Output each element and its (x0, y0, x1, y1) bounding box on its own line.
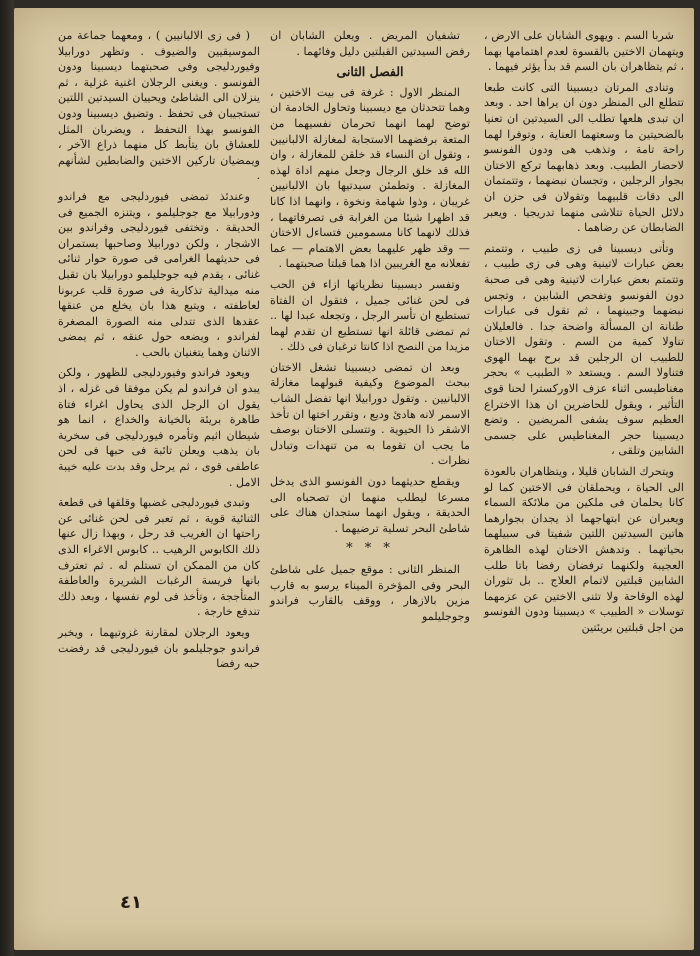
paragraph: ويعود فراندو وفيوردليجى للظهور ، ولكن يبدو ان فراندو لم يكن موفقا فى غزله ، اذ يقول ان الرجل الذى يحاول اغراء فتاة طاهرة بريئة بالخيانة والخداع ، انما هو شيطان اثيم وتأمره فيوردليجى فى سخرية بان يذهب ويعلن تائبة فى حبها فى لحن عاطفى قوى ، ثم يرحل وقد بدت عليه خيبة الامل . (58, 366, 260, 489)
paragraph: وتفسر ديسبينا نظرياتها ازاء فن الحب فى لحن غنائى جميل ، فتقول ان الفتاة تستطيع ان تأسر الرجل ، وتجعله عبدا لها .. ثم تمضى قائلة انها تستطيع ان تقدم لهما مزيدا من النصح اذا كانتا ترغبان فى ذلك . (270, 277, 470, 354)
paragraph: المنظر الثانى : موقع جميل على شاطئ البحر وفى المؤخرة الميناء يرسو به قارب مزين بالازهار ، ووقف بالقارب فراندو وجوجليلمو (270, 563, 470, 623)
paragraph: وتنادى المرتان ديسبينا التى كانت طبعا تتطلع الى المنظر دون ان يراها احد . وبعد ان تبدى هلعها تطلب الى السيدتين ان تعنيا بالضحيتين ما وسعتهما العناية ، وتوفرا لهما راحة تامة ، وتذهب هى ودون الفونسو لاحضار الطبيب. وبعد ذهابهما تركع الاختان بجوار الرجلين ، وتجسان نبضهما ، وتتمتمان الى دقات قلبيهما وتقولان فى حزن ان دلائل الحياة تتلاشى منهما تدريجيا . ويعبر الضابطان عن رضاهما . (484, 80, 684, 235)
paragraph: ويعود الرجلان لمقارنة غزوتيهما ، ويخبر فراندو جوجليلمو بان فيوردليجى قد رفضت حبه رفضا (58, 625, 260, 671)
binder-edge (0, 0, 14, 956)
paragraph: ويتحرك الشابان قليلا ، ويتظاهران بالعودة الى الحياة ، ويحملقان فى الاختين كما لو كانا يحلمان فى ملكين من ملائكة السماء ويعبران عن ابتهاجهما اذ يجدان بجوارهما هاتين السيدتين اللتين شفيتا فى سبيلهما بحياتهما . وتدهش الاختان لهذه الظاهرة العجيبة ولكنهما ترفضان رفضا باتا طلب الشابين قبلتين لاتمام العلاج .. بل تثوران لهذه الوقاحة ولا تثنى الاختين عن عزمهما توسلات « الطبيب » ديسبينا ودون الفونسو من اجل قبلتين بريئتين (484, 465, 684, 634)
right-column (484, 28, 684, 641)
paragraph: ويقطع حديثهما دون الفونسو الذى يدخل مسرعا ليطلب منهما ان تصحباه الى الحديقة ، ويقول انهما ستجدان هناك على شاطئ البحر تسلية ترضيهما . (270, 475, 470, 535)
section-separator: * * * (346, 541, 394, 557)
paragraph: وتأتى ديسبينا فى زى طبيب ، وتتمتم بعض عبارات لاتينية وهى فى زى طبيب ، وتتمتم بعض عبارات لاتينية وهى فى صحبة دون الفونسو وتفحص الشابين ، وتجس نبضهما وجبينهما ، ثم تقول فى عبارات طنانة ان المسألة واضحة جدا . فالعليلان تناولا كمية من السم . وتقول الاختان للطبيب ان الرجلين قد برح بهما الهوى فتناولا السم . ويستعد « الطبيب » بحجر مغناطيسى اثناء عزف الاوركسترا لحنا قوى التأثير ، ويقول للحاضرين ان هذا الاختراع العظيم سوف يشفى المريضين . وتضع ديسبينا حجر المغناطيس على جسمى الشابين وتلقى ، (484, 241, 684, 458)
paragraph: ( فى زى الالبانيين ) ، ومعهما جماعة من الموسيقيين والضيوف . وتظهر دورابيلا وفيوردليجى وفى صحبتهما ديسبينا ودون الفونسو . ويغنى الرجلان اغنية غزلية ، ثم ينزلان الى الشاطئ ويحييان السيدتين اللتين تستجيبان فى تحفظ . وتضيق ديسبينا ودون الفونسو بهذا التحفظ ، ويضربان المثل للعشاق بان يتأبط كل منهما ذراع الآخر ، ويمضيان تاركين الاختين والضابطين لشأنهم . (58, 29, 260, 183)
paragraph: تشفيان المريض . ويعلن الشابان ان رفض السيدتين القبلتين دليل وفائهما . (270, 29, 470, 58)
magazine-page (14, 8, 694, 950)
section-heading: الفصل الثانى (336, 64, 404, 80)
paragraph: وبعد ان تمضى ديسبينا تشغل الاختان ببحث الموضوع وكيفية قبولهما مغازلة الالبانيين . وتقول دورابيلا انها تفضل الشاب الاسمر لانه هادئ وديع ، وتقرر اختها ان تأخذ الاشقر ذا الحيوية . وتتسلى الاختان بوصف ما يجب ان تقوما به من تنهدات وتبادل نظرات . (270, 360, 470, 468)
paragraph: وعندئذ تمضى فيوردليجى مع فراندو ودورابيلا مع جوجليلمو ، ويتنزه الجميع فى الحديقة . وتختفى فيوردليجى وفراندو بين الاشجار ، ولكن دورابيلا وصاحبها يستمران فى حديثهما الغرامى فى صورة حوار ثنائى غنائى ، يقدم فيه جوجليلمو دورابيلا بان تقبل منه ميدالية تذكارية فى صورة قلب عربونا لعاطفته ، ويتبع هذا بان يخلع من عنقها عقدها الذى تتدلى منه الصورة المصغرة لفراندو ، ويضعه حول عنقه ، ثم يمضى الاثنان وهما يتغنيان بالحب . (58, 189, 260, 359)
left-column (58, 28, 260, 677)
page-number: ٤١ (120, 892, 142, 913)
paragraph: وتبدى فيوردليجى غضبها وقلقها فى قطعة الثنائية قوية ، ثم تعبر فى لحن غنائى عن راحتها ان الغريب قد رحل ، وبهذا زال عنها ذلك الكابوس الرهيب .. كابوس الاغراء الذى كان من الممكن ان تستلم له . ثم تعترف بانها فريسة الرغبات الشريرة والعاطفة المتأججة ، وتأخذ فى لوم نفسها ، وبعد ذلك تندفع خارجة . (58, 496, 260, 619)
middle-column (270, 28, 470, 629)
paragraph: المنظر الاول : غرفة فى بيت الاختين ، وهما تتحدثان مع ديسبينا وتحاول الخادمة ان توضح لهما انهما تحرمان نفسيهما من المتعة برفضهما الاستجابة لمغازلة الالبانيين ، وتقول ان النساء قد خلقن للمغازلة ، وان الله قد خلق الرجال وجعل منهم اداة لهذه المغازلة . وتطمئن سيدتيها بان الالبانيين غريبان ، وذوا شهامة ونخوة ، وانهما اذا كانا قد اظهرا شيئا من الغرابة فى تصرفاتهما ، فذلك لانهما كانا مسمومين فتساءل الاختان — وقد ظهر عليهما بعض الاهتمام — عما تفعلانه مع الغريبين اذا هما قبلتا صحبتهما . (270, 85, 470, 271)
paragraph: شربا السم . ويهوى الشابان على الارض ، ويتهمان الاختين بالقسوة لعدم اهتمامها بهما ، ثم يتظاهران بان السم قد بدأ يؤثر فيهما . (484, 29, 684, 74)
